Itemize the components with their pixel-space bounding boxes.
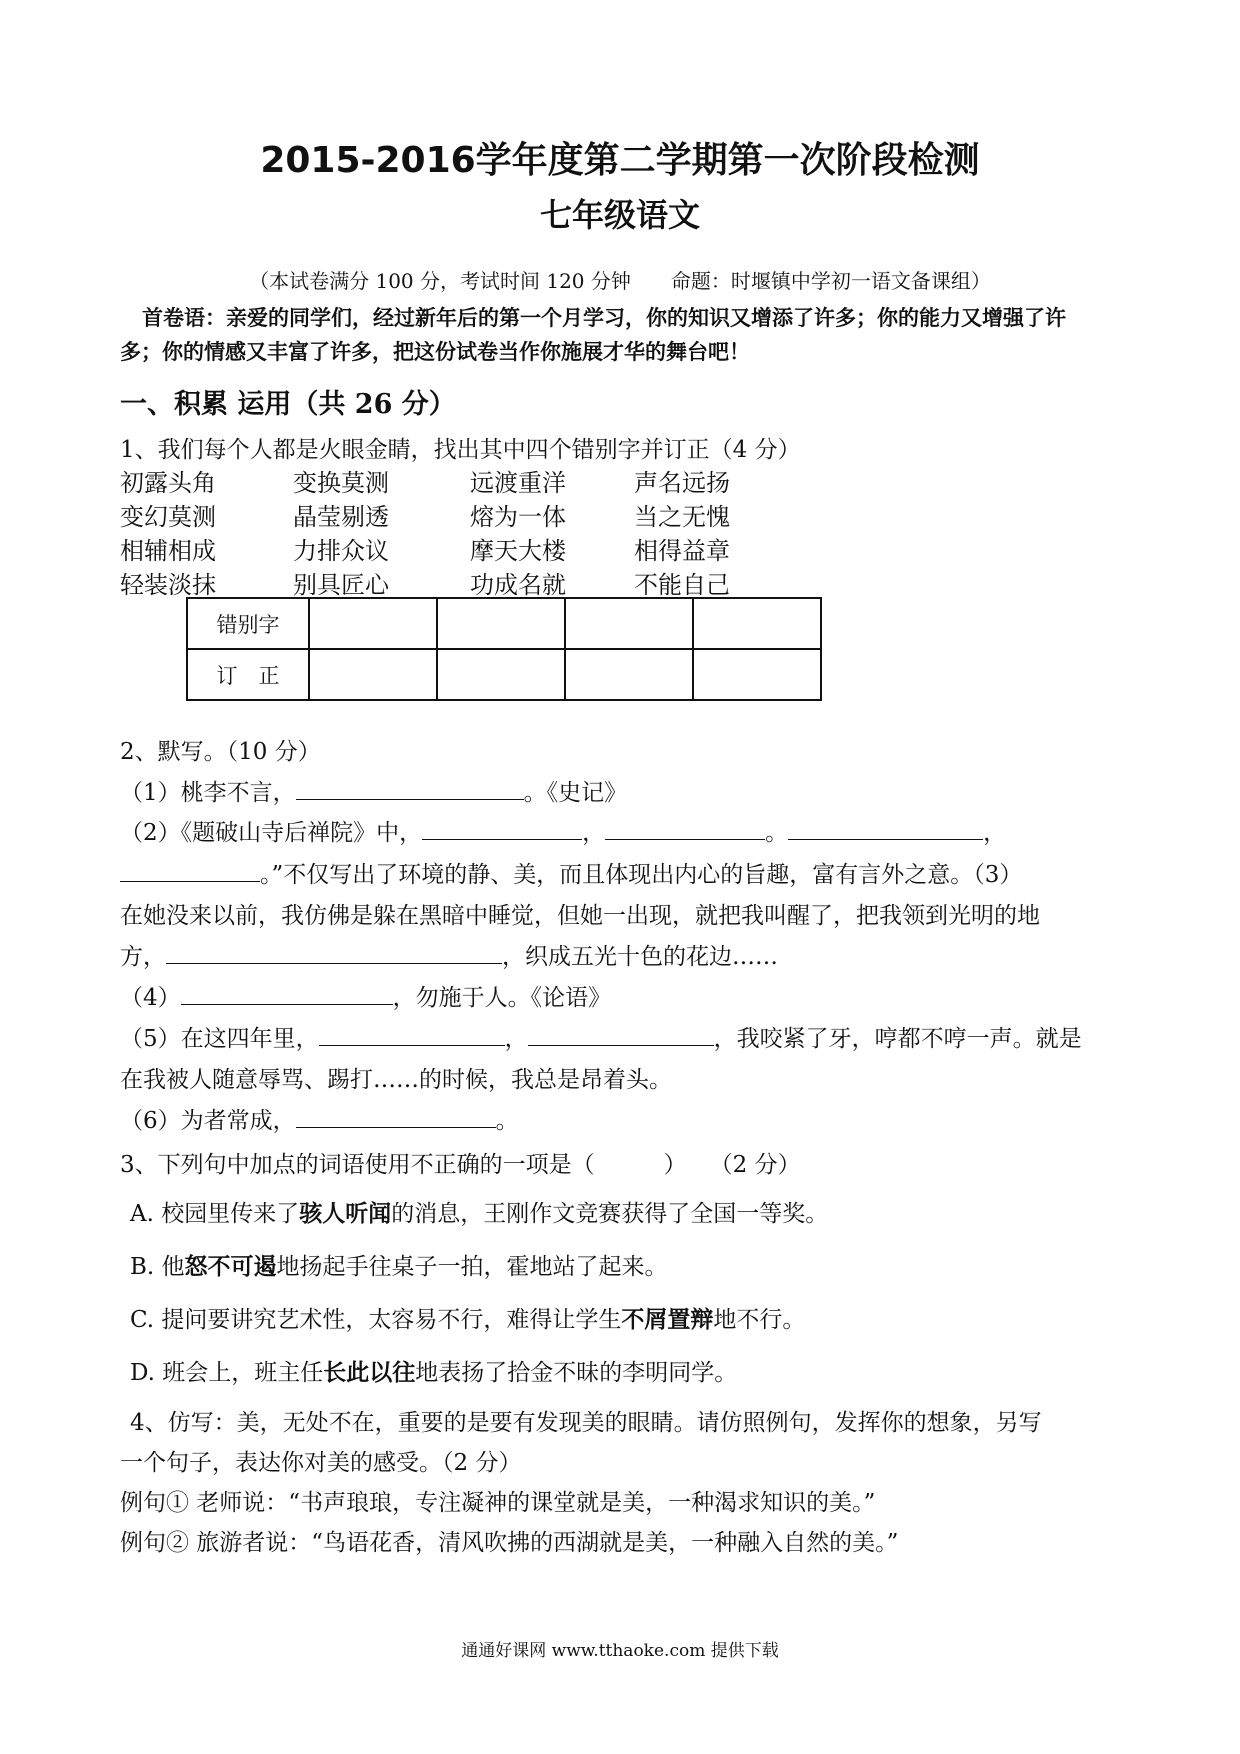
q2-line-8: 在我被人随意辱骂、踢打……的时候，我总是昂着头。 (120, 1067, 672, 1093)
q3-option-a[interactable] (130, 1195, 828, 1228)
q3-option-c[interactable] (130, 1301, 805, 1334)
text: 。”不仅写出了环境的静、美，而且体现出内心的旨趣，富有言外之意。（3） (260, 862, 1023, 888)
q2-line-1 (120, 774, 627, 807)
q2-line-2 (120, 814, 1006, 847)
q4-example-2: 例句② 旅游者说：“鸟语花香，清风吹拂的西湖就是美，一种融入自然的美。” (120, 1530, 899, 1556)
text: 。《史记》 (523, 780, 628, 806)
text: B. 他 (130, 1254, 185, 1280)
text: 地不行。 (713, 1307, 806, 1333)
fill-blank[interactable] (296, 775, 524, 800)
fill-blank[interactable] (181, 980, 393, 1005)
text: D. 班会上，班主任 (130, 1360, 324, 1386)
text: ，勿施于人。《论语》 (392, 985, 612, 1011)
intro-line-1: 首卷语：亲爱的同学们，经过新年后的第一个月学习，你的知识又增添了许多；你的能力又增强了许 (142, 305, 1066, 330)
fill-blank[interactable] (120, 857, 260, 882)
word-item: 晶莹剔透 (293, 503, 389, 531)
fill-blank[interactable] (788, 815, 983, 840)
dotted-term: 骇人听闻 (299, 1200, 392, 1227)
q1-prompt: 1、我们每个人都是火眼金睛，找出其中四个错别字并订正（4 分） (120, 437, 801, 463)
answer-cell[interactable] (693, 649, 821, 700)
exam-title: 2015-2016学年度第二学期第一次阶段检测 (260, 140, 980, 181)
fill-blank[interactable] (422, 815, 582, 840)
word-item: 不能自己 (634, 571, 730, 599)
text: C. 提问要讲究艺术性，太容易不行，难得让学生 (130, 1307, 622, 1333)
word-item: 力排众议 (293, 537, 389, 565)
q3-option-b[interactable] (130, 1248, 668, 1281)
text: 。 (495, 1108, 519, 1134)
text: ， (582, 820, 606, 846)
dotted-term: 怒不可遏 (184, 1253, 277, 1280)
table-label-correction: 订 正 (187, 649, 309, 700)
q2-prompt: 2、默写。（10 分） (120, 739, 321, 765)
word-item: 相辅相成 (120, 537, 216, 565)
text: A. 校园里传来了 (130, 1201, 300, 1227)
q2-line-3 (120, 856, 1022, 889)
text: 方， (120, 944, 166, 970)
dotted-term: 长此以往 (323, 1359, 416, 1386)
q4-prompt-line-2: 一个句子，表达你对美的感受。（2 分） (120, 1450, 522, 1476)
answer-cell[interactable] (437, 649, 565, 700)
q4-prompt-line-1: 4、仿写：美，无处不在，重要的是要有发现美的眼睛。请仿照例句，发挥你的想象，另写 (130, 1410, 1042, 1436)
answer-cell[interactable] (565, 598, 693, 649)
word-item: 功成名就 (470, 571, 566, 599)
text: ，我咬紧了牙，哼都不哼一声。就是 (713, 1026, 1082, 1052)
word-item: 远渡重洋 (470, 469, 566, 497)
text: （6）为者常成， (120, 1108, 296, 1134)
answer-cell[interactable] (437, 598, 565, 649)
text: 的消息，王刚作文竞赛获得了全国一等奖。 (391, 1201, 829, 1227)
text: ， (983, 820, 1007, 846)
fill-blank[interactable] (296, 1103, 496, 1128)
text: ， (504, 1026, 528, 1052)
text: 。 (765, 820, 789, 846)
word-item: 相得益章 (634, 537, 730, 565)
fill-blank[interactable] (528, 1021, 714, 1046)
text: （2）《题破山寺后禅院》中， (120, 820, 423, 846)
exam-subtitle: 七年级语文 (539, 196, 700, 234)
correction-table (186, 597, 822, 701)
q2-line-4: 在她没来以前，我仿佛是躲在黑暗中睡觉，但她一出现，就把我叫醒了，把我领到光明的地 (120, 903, 1040, 929)
text: （1）桃李不言， (120, 780, 296, 806)
fill-blank[interactable] (319, 1021, 505, 1046)
q4-example-1: 例句① 老师说：“书声琅琅，专注凝神的课堂就是美，一种渴求知识的美。” (120, 1490, 876, 1516)
q2-line-5 (120, 938, 778, 971)
word-item: 变换莫测 (293, 469, 389, 497)
table-label-wrong: 错别字 (187, 598, 309, 649)
word-item: 变幻莫测 (120, 503, 216, 531)
page-footer: 通通好课网 www.tthaoke.com 提供下载 (461, 1641, 779, 1661)
answer-cell[interactable] (309, 649, 437, 700)
word-item: 摩天大楼 (470, 537, 566, 565)
q2-line-9 (120, 1102, 519, 1135)
q2-line-6 (120, 979, 611, 1012)
word-item: 初露头角 (120, 469, 216, 497)
text: ，织成五光十色的花边…… (502, 944, 778, 970)
text: （5）在这四年里， (120, 1026, 319, 1052)
word-item: 别具匠心 (293, 571, 389, 599)
intro-line-2: 多；你的情感又丰富了许多，把这份试卷当作你施展才华的舞台吧！ (120, 339, 750, 364)
q2-line-7 (120, 1020, 1082, 1053)
text: 地扬起手往桌子一拍，霍地站了起来。 (276, 1254, 668, 1280)
text: （4） (120, 985, 181, 1011)
fill-blank[interactable] (605, 815, 765, 840)
section-1-heading: 一、积累 运用（共 26 分） (120, 389, 456, 420)
text: 地表扬了拾金不昧的李明同学。 (415, 1360, 738, 1386)
word-item: 当之无愧 (634, 503, 730, 531)
answer-cell[interactable] (693, 598, 821, 649)
answer-cell[interactable] (309, 598, 437, 649)
word-item: 熔为一体 (470, 503, 566, 531)
answer-cell[interactable] (565, 649, 693, 700)
word-item: 轻装淡抹 (120, 571, 216, 599)
q3-option-d[interactable] (130, 1354, 737, 1387)
dotted-term: 不屑置辩 (621, 1306, 714, 1333)
q3-prompt: 3、下列句中加点的词语使用不正确的一项是（ ） （2 分） (120, 1152, 801, 1178)
exam-info: （本试卷满分 100 分，考试时间 120 分钟 命题：时堰镇中学初一语文备课组） (249, 269, 991, 293)
fill-blank[interactable] (166, 939, 502, 964)
word-item: 声名远扬 (634, 469, 730, 497)
